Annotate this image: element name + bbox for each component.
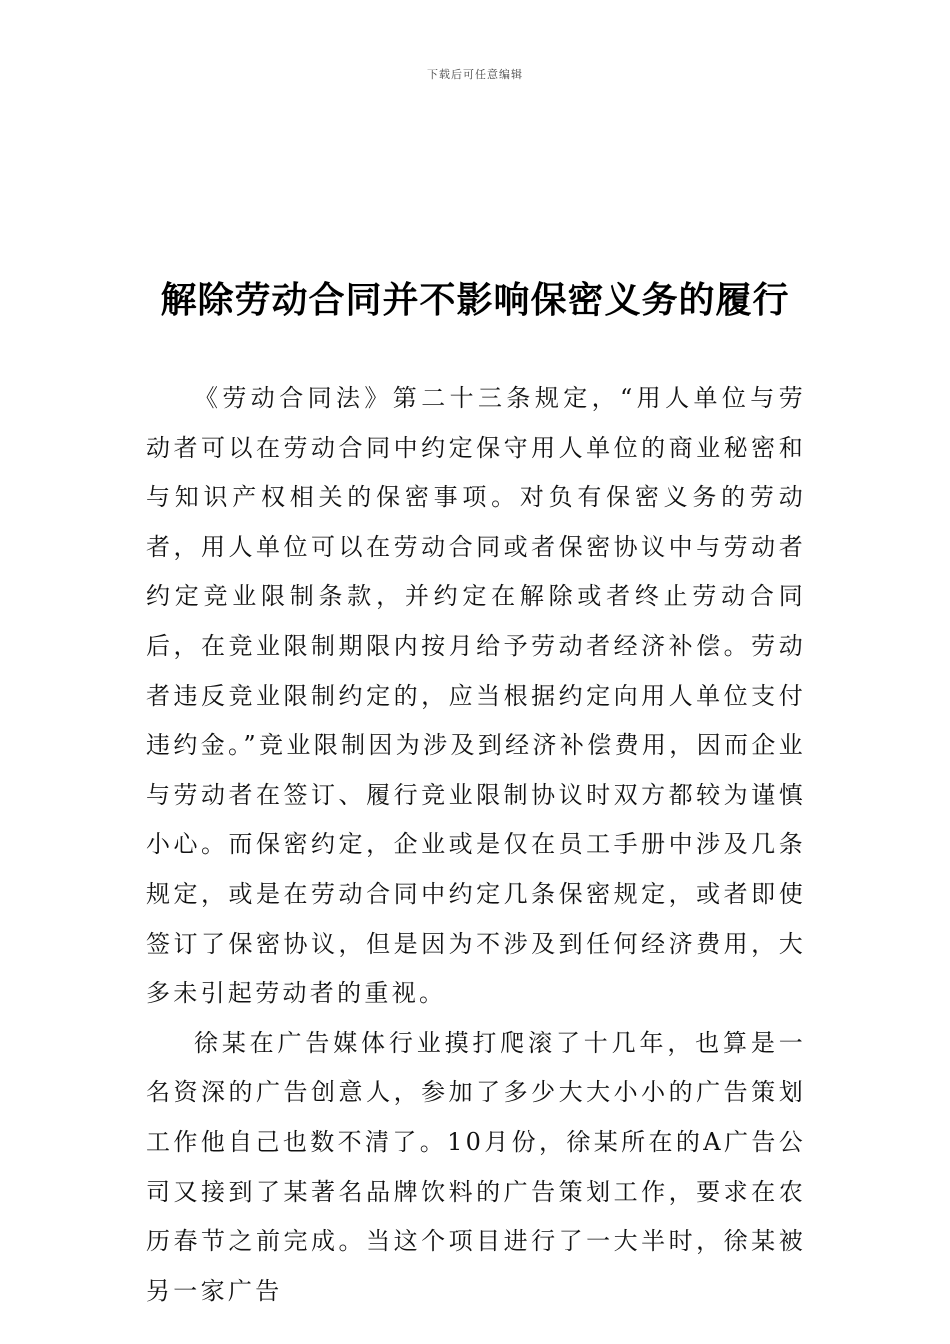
paragraph-1: 《劳动合同法》第二十三条规定，“用人单位与劳动者可以在劳动合同中约定保守用人单位的商业秘密和与知识产权相关的保密事项。对负有保密义务的劳动者，用人单位可以在劳动合同或者保密协议中与劳动者约定竞业限制条款，并约定在解除或者终止劳动合同后，在竞业限制期限内按月给予劳动者经济补偿。劳动者违反竞业限制约定的，应当根据约定向用人单位支付违约金。”竞业限制因为涉及到经济补偿费用，因而企业与劳动者在签订、履行竞业限制协议时双方都较为谨慎小心。而保密约定，企业或是仅在员工手册中涉及几条规定，或是在劳动合同中约定几条保密规定，或者即使签订了保密协议，但是因为不涉及到任何经济费用，大多未引起劳动者的重视。 [146,384,806,1008]
document-body [146,374,806,1316]
paragraph-2: 徐某在广告媒体行业摸打爬滚了十几年，也算是一名资深的广告创意人，参加了多少大大小小的广告策划工作他自己也数不清了。10月份，徐某所在的A广告公司又接到了某著名品牌饮料的广告策划工作，要求在农历春节之前完成。当这个项目进行了一大半时，徐某被另一家广告 [146,1028,806,1305]
document-title: 解除劳动合同并不影响保密义务的履行 [160,279,790,321]
header-note: 下载后可任意编辑 [427,68,523,81]
